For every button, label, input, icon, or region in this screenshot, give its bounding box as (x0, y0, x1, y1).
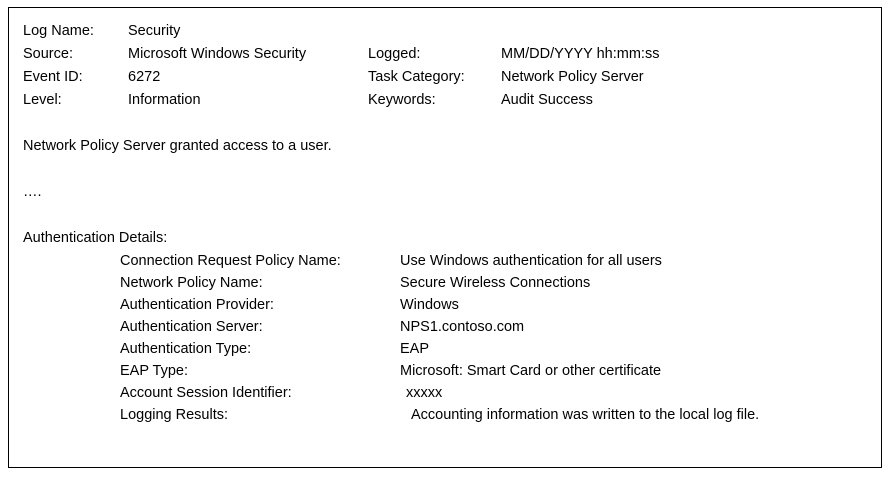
detail-row (23, 272, 867, 294)
detail-row (23, 360, 867, 382)
detail-key: Authentication Server: (120, 319, 263, 335)
detail-value: Use Windows authentication for all users (400, 253, 662, 269)
detail-key: Authentication Type: (120, 341, 252, 357)
detail-row (23, 294, 867, 316)
level-label: Level: (23, 92, 62, 108)
log-name-value: Security (128, 23, 181, 39)
level-value: Information (128, 92, 201, 108)
detail-value: NPS1.contoso.com (400, 319, 525, 335)
event-description: Network Policy Server granted access to a user. (23, 138, 332, 154)
event-details-panel (8, 7, 882, 468)
source-value: Microsoft Windows Security (128, 46, 307, 62)
event-header-row (23, 66, 867, 89)
detail-key: EAP Type: (120, 363, 188, 379)
detail-value: EAP (400, 341, 430, 357)
task-category-label: Task Category: (368, 69, 465, 85)
truncation-ellipsis: …. (23, 184, 42, 200)
detail-key: Connection Request Policy Name: (120, 253, 341, 269)
detail-key: Account Session Identifier: (120, 385, 292, 401)
spacer (23, 112, 867, 135)
detail-row (23, 382, 867, 404)
log-name-label: Log Name: (23, 23, 94, 39)
detail-row (23, 404, 867, 426)
event-header-row (23, 89, 867, 112)
event-id-value: 6272 (128, 69, 161, 85)
detail-value: Windows (400, 297, 459, 313)
detail-value: xxxxx (406, 385, 443, 401)
detail-key: Authentication Provider: (120, 297, 274, 313)
authentication-details-title: Authentication Details: (23, 230, 168, 246)
detail-value: Accounting information was written to the local log file. (411, 407, 760, 423)
detail-value: Secure Wireless Connections (400, 275, 591, 291)
event-id-label: Event ID: (23, 69, 83, 85)
detail-row (23, 338, 867, 360)
keywords-value: Audit Success (501, 92, 593, 108)
event-header-row (23, 20, 867, 43)
detail-key: Logging Results: (120, 407, 229, 423)
detail-row (23, 316, 867, 338)
spacer (23, 204, 867, 227)
source-label: Source: (23, 46, 73, 62)
task-category-value: Network Policy Server (501, 69, 644, 85)
logged-value: MM/DD/YYYY hh:mm:ss (501, 46, 660, 62)
event-header-row (23, 43, 867, 66)
keywords-label: Keywords: (368, 92, 436, 108)
event-details-content (9, 8, 881, 426)
detail-row (23, 250, 867, 272)
logged-label: Logged: (368, 46, 421, 62)
detail-key: Network Policy Name: (120, 275, 263, 291)
detail-value: Microsoft: Smart Card or other certificate (400, 363, 662, 379)
spacer (23, 158, 867, 181)
